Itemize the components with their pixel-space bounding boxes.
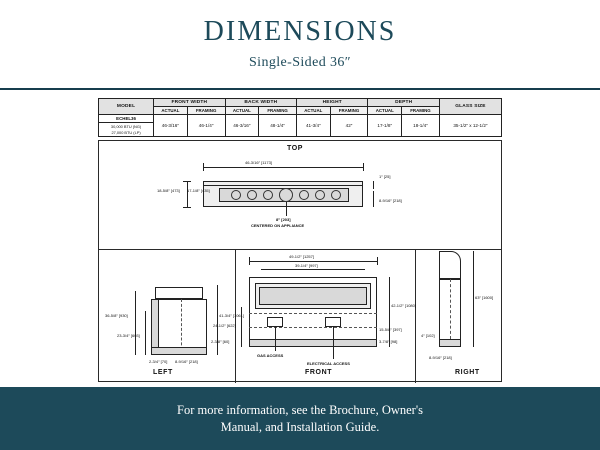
front-inner-width-line	[261, 269, 365, 270]
right-height: 63″ [1600]	[475, 295, 494, 300]
top-width-dim-line	[203, 167, 363, 168]
footer-line-1: For more information, see the Brochure, Owner's	[177, 402, 423, 417]
frame-divider-right	[415, 249, 416, 383]
front-height-right-line	[389, 277, 390, 347]
footer-text	[177, 402, 423, 436]
top-width-dim-label: 46-3/16″ [1173]	[245, 160, 272, 165]
top-circle-3	[263, 190, 273, 200]
top-depth-dim-line	[187, 181, 188, 207]
front-dashed-2	[249, 327, 377, 328]
top-depth-dim-label	[157, 188, 180, 193]
left-height-dim-line	[135, 291, 136, 355]
col-front-width: FRONT WIDTH	[154, 99, 225, 107]
front-electrical-access-box	[325, 317, 341, 327]
right-dashed-center	[450, 279, 451, 339]
col-glass-size: GLASS SIZE	[439, 99, 501, 115]
top-width-tick-left	[203, 163, 204, 171]
top-circle-1	[231, 190, 241, 200]
top-inner-depth-text: 17-1/8″ [435]	[187, 188, 210, 193]
front-height-left-line	[241, 307, 242, 347]
left-height-inner: 23-3/4″ [603]	[117, 333, 140, 338]
drawing-frame	[98, 140, 502, 382]
cell-front-actual: 46-3/16″	[154, 115, 188, 137]
model-note-lp: 27,000 BTU (LP)	[111, 129, 141, 135]
sub-framing-4: FRAMING	[402, 107, 440, 115]
top-center-leader	[286, 202, 287, 216]
top-right-dim2: 8-9/16″ [218]	[379, 198, 402, 203]
page-header	[0, 0, 600, 88]
spec-table	[98, 98, 502, 137]
right-flue-elbow	[439, 251, 461, 279]
top-note-size: 8″ [203]	[276, 217, 291, 222]
cell-model-btu	[99, 123, 154, 137]
front-glass	[259, 287, 367, 305]
left-height-total: 36-5/8″ [930]	[105, 313, 128, 318]
front-inner-width: 39-1/4″ [997]	[295, 263, 318, 268]
top-appliance-front-lip	[203, 181, 363, 186]
col-back-width: BACK WIDTH	[225, 99, 296, 107]
left-height-inner-line	[145, 311, 146, 355]
front-electrical-access-label: ELECTRICAL ACCESS	[307, 361, 350, 366]
cell-model-name: ECHEL36	[99, 115, 154, 123]
top-circle-center	[279, 188, 293, 202]
table-row-model	[99, 115, 502, 123]
front-small-dim1: 15-5/8″ [397]	[379, 327, 402, 332]
page-footer	[0, 387, 600, 450]
right-dim2: 8-9/16″ [218]	[429, 355, 452, 360]
front-base	[249, 339, 377, 347]
cell-depth-framing: 18-1/4″	[402, 115, 440, 137]
top-circle-4	[299, 190, 309, 200]
left-base-dim2: 8-9/16″ [218]	[175, 359, 198, 364]
front-dashed-1	[249, 313, 377, 314]
footer-line-2: Manual, and Installation Guide.	[220, 419, 380, 434]
top-right-dim2-line	[373, 191, 374, 207]
front-overall-width: 49-1/2″ [1257]	[289, 254, 314, 259]
left-base	[151, 347, 207, 355]
front-overall-width-line	[249, 261, 377, 262]
front-gas-access-box	[267, 317, 283, 327]
drawing-content	[0, 90, 600, 387]
right-base	[439, 339, 461, 347]
col-depth: DEPTH	[368, 99, 439, 107]
sub-framing-1: FRAMING	[187, 107, 225, 115]
sub-framing-3: FRAMING	[330, 107, 368, 115]
top-circle-2	[247, 190, 257, 200]
model-note-ng: 30,000 BTU (NG)	[110, 124, 142, 129]
left-base-dim1: 2-3/4″ [70]	[149, 359, 168, 364]
front-width-tick-left	[249, 257, 250, 265]
left-top-flue	[155, 287, 203, 299]
front-height-left: 24-1/2″ [622]	[213, 323, 236, 328]
front-electrical-leader	[333, 327, 334, 359]
left-height-right: 41-3/4″ [1061]	[219, 313, 244, 318]
sub-framing-2: FRAMING	[259, 107, 297, 115]
front-width-tick-right	[377, 257, 378, 265]
cell-front-framing: 46-1/4″	[187, 115, 225, 137]
top-circle-5	[315, 190, 325, 200]
col-model: MODEL	[99, 99, 154, 115]
view-label-right: RIGHT	[455, 369, 480, 376]
sub-actual-3: ACTUAL	[297, 107, 331, 115]
cell-back-framing: 48-1/4″	[259, 115, 297, 137]
front-gas-access-label: GAS ACCESS	[257, 353, 284, 358]
view-label-top: TOP	[287, 145, 304, 152]
right-dim1: 4″ [102]	[421, 333, 435, 338]
top-width-tick-right	[363, 163, 364, 171]
cell-back-actual: 46-3/16″	[225, 115, 259, 137]
top-inner-depth-label	[187, 188, 210, 193]
front-small-dim2: 3-7/8″ [98]	[379, 339, 398, 344]
cell-height-framing: 42″	[330, 115, 368, 137]
page-title: DIMENSIONS	[203, 15, 397, 47]
top-depth-dim-text: 18-5/8″ [473]	[157, 188, 180, 193]
front-height-right: 42-1/2″ [1080]	[391, 303, 416, 308]
left-small-dim: 2-3/8″ [60]	[211, 339, 230, 344]
top-circle-6	[331, 190, 341, 200]
cell-depth-actual: 17-1/8″	[368, 115, 402, 137]
col-height: HEIGHT	[297, 99, 368, 107]
right-height-dim-line	[473, 251, 474, 347]
top-right-dim1: 1″ [25]	[379, 174, 391, 179]
front-gas-leader	[275, 327, 276, 351]
top-depth-tick-bottom	[183, 207, 191, 208]
cell-glass-size: 35-1/2″ x 12-1/2″	[439, 115, 501, 137]
view-label-left: LEFT	[153, 369, 173, 376]
sub-actual-2: ACTUAL	[225, 107, 259, 115]
table-row-group-headers	[99, 99, 502, 107]
top-note-centered: CENTERED ON APPLIANCE	[251, 223, 305, 228]
page-subtitle: Single-Sided 36″	[248, 54, 352, 70]
sub-actual-1: ACTUAL	[154, 107, 188, 115]
sub-actual-4: ACTUAL	[368, 107, 402, 115]
left-right-dim-line	[217, 285, 218, 355]
top-depth-tick-top	[183, 181, 191, 182]
view-label-front: FRONT	[305, 369, 333, 376]
top-right-dim1-line	[373, 181, 374, 189]
frame-divider-horizontal	[99, 249, 501, 250]
cell-height-actual: 41-3/4″	[297, 115, 331, 137]
